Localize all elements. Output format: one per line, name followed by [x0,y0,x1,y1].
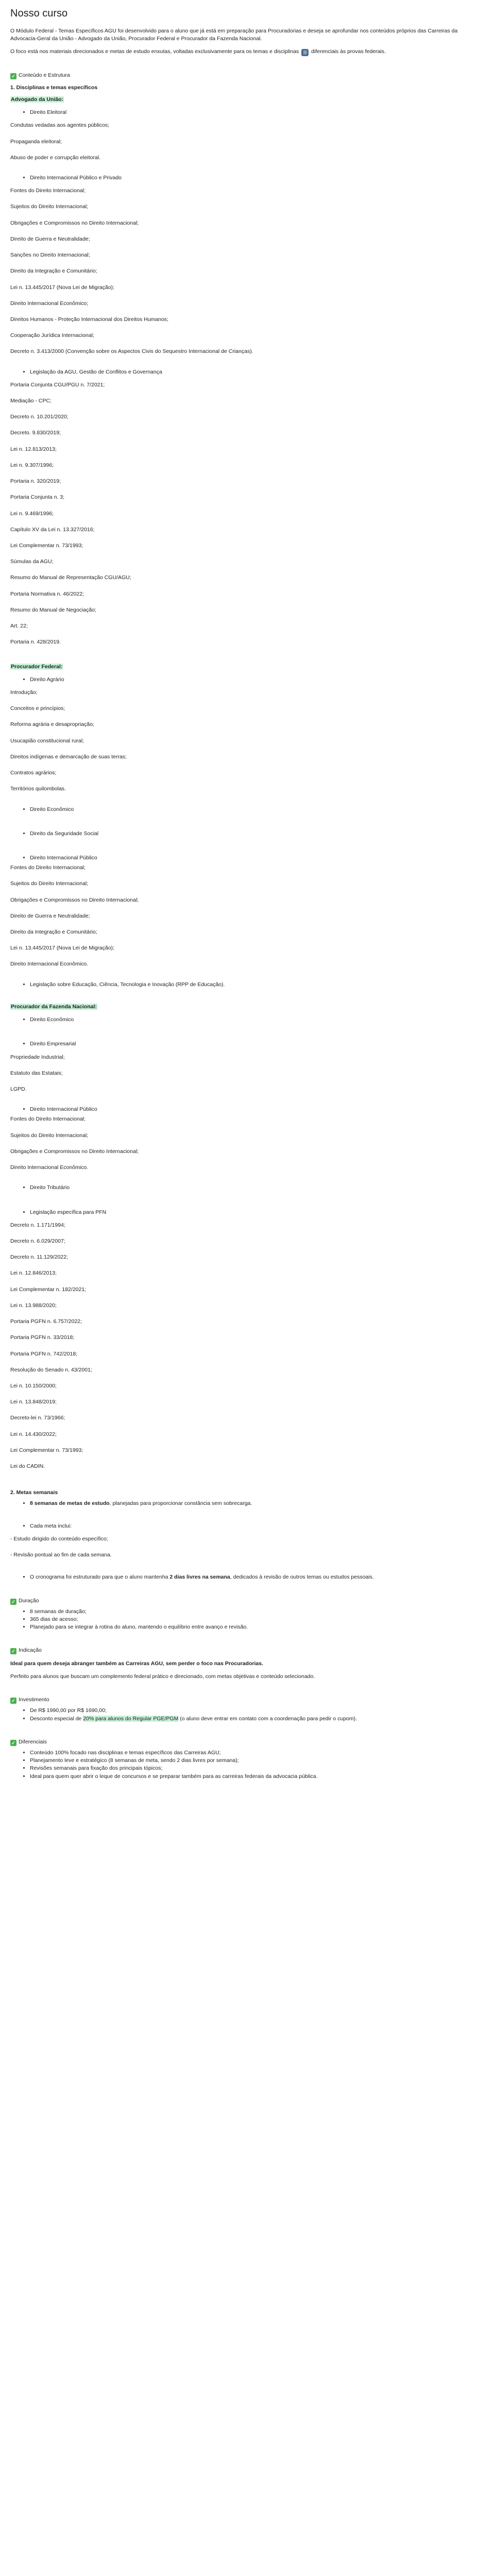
check-box-icon: ✓ [10,1599,16,1605]
procurador-internacional-bullet [10,854,464,862]
list-line: Direitos indígenas e demarcação de suas terras; [10,753,127,760]
bullet-text: • Direito Agrário [30,676,464,684]
list-line: Estatuto das Estatais; [10,1070,63,1076]
intro-text-a: O foco está nos materiais direcionados e metas de estudo enxutas, voltadas exclusivamente para os temas e disciplinas [10,48,299,55]
metas-bullet-3 [10,1573,464,1581]
check-box-icon: ✓ [10,73,16,79]
bullet-text: • Legislação da AGU, Gestão de Conflitos e Governança [30,368,464,376]
bullet-text: • Cada meta inclui: [30,1522,464,1530]
metas-bold: 8 semanas de metas de estudo [30,1500,110,1507]
intro-paragraph-2 [10,48,464,56]
procurador-seguridade-bullet [10,830,464,838]
procurador-agrario-lines [10,689,464,793]
list-line: Lei n. 13.445/2017 (Nova Lei de Migração); [10,945,114,952]
list-line: Direito Internacional Econômico; [10,300,89,307]
list-line: Obrigações e Compromissos no Direito Internacional; [10,1148,139,1155]
bullet-text: • Direito Internacional Público [30,854,464,862]
metas-b3b: , dedicados à revisão de outros temas ou estudos pessoais. [230,1574,374,1581]
fazenda-empresarial-bullet [10,1040,464,1048]
list-line: Portaria PGFN n. 6.757/2022; [10,1318,82,1325]
list-line: Decreto-lei n. 73/1966; [10,1415,65,1421]
bullet-text: • Direito Internacional Público e Privado [30,174,464,182]
page-title: Nosso curso [10,8,68,19]
fazenda-economico-bullet [10,1016,464,1024]
list-line: Decreto n. 3.413/2000 (Convenção sobre os Aspectos Civis do Sequestro Internacional de Crianças). [10,348,253,355]
indicacao-paragraph: Perfeito para alunos que buscam um complemento federal prático e direcionado, com metas objetivas e conteúdo selecionado. [10,1673,315,1680]
fazenda-internacional-lines [10,1115,464,1172]
list-line: Contratos agrários; [10,770,57,776]
check-box-icon: ✓ [10,1648,16,1654]
list-line: Fontes do Direito Internacional; [10,1116,86,1123]
list-line: Mediação - CPC; [10,398,52,404]
list-line: Direito de Guerra e Neutralidade; [10,912,90,919]
bullet-text: • Legislação específica para PFN [30,1209,464,1216]
list-line: Lei n. 13.848/2019; [10,1399,57,1405]
bullet-text: • Legislação sobre Educação, Ciência, Tecnologia e Inovação (RPP de Educação). [30,981,464,989]
list-line: Resolução do Senado n. 43/2001; [10,1366,92,1373]
bullet-text: • Direito da Seguridade Social [30,830,464,838]
advogado-internacional-lines [10,187,464,355]
advogado-eleitoral-lines [10,122,464,162]
duracao-list [10,1608,464,1632]
investimento-item-1: • De R$ 1990,00 por R$ 1690,00; [30,1707,464,1715]
metas-heading: 2. Metas semanais [10,1489,58,1496]
fazenda-empresarial-lines [10,1054,464,1094]
list-line: Decreto n. 10.201/2020; [10,414,69,420]
duracao-label [10,1597,464,1605]
list-item: • Conteúdo 100% focado nas disciplinas e temas específicos das Carreiras AGU; [30,1749,464,1757]
list-line: Direito de Guerra e Neutralidade; [10,235,90,242]
list-line: Sujeitos do Direito Internacional; [10,1132,89,1139]
list-line: Condutas vedadas aos agentes públicos; [10,122,110,129]
advogado-legislacao-lines [10,381,464,647]
list-item: • Ideal para quem quer abrir o leque de concursos e se preparar também para as carreiras federais da advocacia pública. [30,1773,464,1781]
check-box-icon: ✓ [10,1740,16,1746]
list-line: Direito da Integração e Comunitário; [10,268,97,275]
list-line: Portaria Conjunta n. 3; [10,494,65,501]
metas-lines [10,1535,464,1559]
metas-b3-bold: 2 dias livres na semana [169,1574,230,1581]
duracao-text: Duração [19,1597,39,1604]
list-line: - Estudo dirigido do conteúdo específico; [10,1535,108,1542]
list-line: Decreto n. 1.171/1994; [10,1222,65,1228]
list-line: Lei Complementar n. 182/2021; [10,1286,87,1293]
list-line: Lei Complementar n. 73/1993; [10,543,83,549]
list-line: Lei n. 14.430/2022; [10,1431,57,1437]
list-line: Capítulo XV da Lei n. 13.327/2016; [10,526,95,533]
diferenciais-text: Diferenciais [19,1738,47,1745]
list-line: Territórios quilombolas. [10,786,66,792]
list-line: Decreto. 9.830/2019; [10,430,61,436]
list-line: Usucapião constitucional rural; [10,737,84,744]
intro [10,27,464,56]
procurador-economico-bullet [10,806,464,814]
fazenda-tributario-bullet [10,1184,464,1192]
metas-rest: , planejadas para proporcionar constância sem sobrecarga. [109,1500,252,1507]
list-line: Resumo do Manual de Representação CGU/AGU; [10,574,131,581]
list-line: Fontes do Direito Internacional; [10,188,86,194]
list-line: Introdução; [10,689,38,696]
list-line: Sanções no Direito Internacional; [10,252,90,259]
list-line: Propaganda eleitoral; [10,138,62,145]
list-line: Cooperação Jurídica Internacional; [10,332,94,339]
list-line: Lei n. 10.150/2000; [10,1382,57,1389]
fazenda-pfn-lines [10,1222,464,1471]
metas-bullet-1 [10,1500,464,1507]
procurador-educacao-bullet [10,981,464,989]
list-line: Portaria Conjunta CGU/PGU n. 7/2021; [10,381,105,388]
list-line: Lei n. 9.307/1996; [10,462,54,468]
list-line: Obrigações e Compromissos no Direito Internacional; [10,896,139,903]
list-line: Portaria Normativa n. 46/2022; [10,590,84,597]
bullet-text: • Direito Econômico [30,1016,464,1024]
disciplinas-heading: 1. Disciplinas e temas específicos [10,84,98,91]
inv-2b: (o aluno deve entrar em contato com a coordenação para pedir o cupom). [178,1715,357,1722]
procurador-header: Procurador Federal: [11,663,63,670]
list-line: Obrigações e Compromissos no Direito Internacional; [10,219,139,226]
list-line: Resumo do Manual de Negociação; [10,606,96,613]
diferenciais-label [10,1738,464,1746]
indicacao-bold: Ideal para quem deseja abranger também as Carreiras AGU, sem perder o foco nas Procuradorias. [10,1660,263,1667]
list-item: • 365 dias de acesso; [30,1616,464,1623]
fazenda-internacional-bullet [10,1106,464,1113]
indicacao-label [10,1647,464,1654]
inv-2a: Desconto especial de [30,1715,83,1722]
list-line: Art. 22; [10,623,28,630]
procurador-internacional-lines [10,864,464,969]
list-line: Lei n. 9.469/1996; [10,510,54,517]
list-line: Decreto n. 6.029/2007; [10,1238,65,1244]
list-line: Fontes do Direito Internacional; [10,865,86,871]
advogado-header: Advogado da União: [11,96,64,103]
list-line: Direito da Integração e Comunitário; [10,929,97,936]
bullet-text [30,1500,464,1507]
inv-2-highlight: 20% para alunos do Regular PGE/PGM [83,1715,179,1722]
bullet-text: • Direito Empresarial [30,1040,464,1048]
intro-text-b: diferenciais às provas federais. [311,48,386,55]
list-line: LGPD. [10,1086,27,1092]
list-item: • Planejamento leve e estratégico (8 semanas de meta, sendo 2 dias livres por semana); [30,1757,464,1765]
list-line: Sujeitos do Direito Internacional; [10,204,89,210]
list-line: Portaria PGFN n. 742/2018; [10,1350,78,1357]
list-line: Lei n. 12.846/2013; [10,1270,57,1277]
book-icon: ☰ [301,49,309,56]
investimento-text: Investimento [19,1697,49,1703]
bullet-text [30,1573,464,1581]
list-line: Súmulas da AGU; [10,558,54,565]
diferenciais-list [10,1749,464,1781]
list-line: Reforma agrária e desapropriação; [10,721,94,728]
list-line: Portaria n. 428/2019. [10,639,61,646]
bullet-text: • Direito Internacional Público [30,1106,464,1113]
list-item: • Revisões semanais para fixação dos principais tópicos; [30,1765,464,1772]
list-line: Sujeitos do Direito Internacional; [10,880,89,887]
list-line: Propriedade Industrial; [10,1054,65,1060]
list-line: Direito Internacional Econômico. [10,961,89,968]
list-line: Lei n. 13.988/2020; [10,1302,57,1309]
advogado-legislacao-bullet [10,368,464,376]
list-line: Lei Complementar n. 73/1993; [10,1447,83,1453]
list-item: • Planejado para se integrar à rotina do aluno, mantendo o equilíbrio entre avanço e revisão. [30,1623,464,1631]
list-line: Decreto n. 11.129/2022; [10,1254,68,1261]
conteudo-text: Conteúdo e Estrutura [19,72,70,79]
conteudo-label [10,72,464,79]
investimento-list [10,1707,464,1722]
list-item: • 8 semanas de duração; [30,1608,464,1616]
advogado-internacional-bullet [10,174,464,182]
list-line: Portaria n. 320/2019; [10,478,61,485]
list-line: - Revisão pontual ao fim de cada semana. [10,1552,112,1558]
metas-b3a: O cronograma foi estruturado para que o aluno mantenha [30,1574,170,1581]
list-line: Conceitos e princípios; [10,705,65,712]
investimento-item-2 [30,1715,464,1723]
indicacao-text: Indicação [19,1647,42,1654]
metas-bullet-2 [10,1522,464,1530]
list-line: Lei n. 13.445/2017 (Nova Lei de Migração); [10,284,114,291]
list-line: Abuso de poder e corrupção eleitoral. [10,154,101,161]
list-line: Lei do CADIN. [10,1463,45,1470]
fazenda-pfn-bullet [10,1209,464,1216]
list-line: Direitos Humanos - Proteção Internacional dos Direitos Humanos; [10,316,168,323]
bullet-text: • Direito Econômico [30,806,464,814]
fazenda-header: Procurador da Fazenda Nacional: [11,1003,97,1010]
procurador-agrario-bullet [10,676,464,684]
investimento-label [10,1696,464,1704]
bullet-text: • Direito Tributário [30,1184,464,1192]
list-line: Direito Internacional Econômico. [10,1164,89,1171]
check-box-icon: ✓ [10,1698,16,1704]
list-line: Portaria PGFN n. 33/2018; [10,1334,75,1341]
bullet-text: • Direito Eleitoral [30,109,464,116]
list-line: Lei n. 12.813/2013; [10,446,57,452]
intro-paragraph-1: O Módulo Federal - Temas Específicos AGU foi desenvolvido para o aluno que já está em preparação para Procuradorias e deseja se aprofundar nos conteúdos próprios das Carreiras da Advocacia-Geral da União - Advogado da União, Procurador Federal e Procurador da Fazenda Nacional. [10,28,458,42]
advogado-eleitoral-bullet [10,109,464,116]
